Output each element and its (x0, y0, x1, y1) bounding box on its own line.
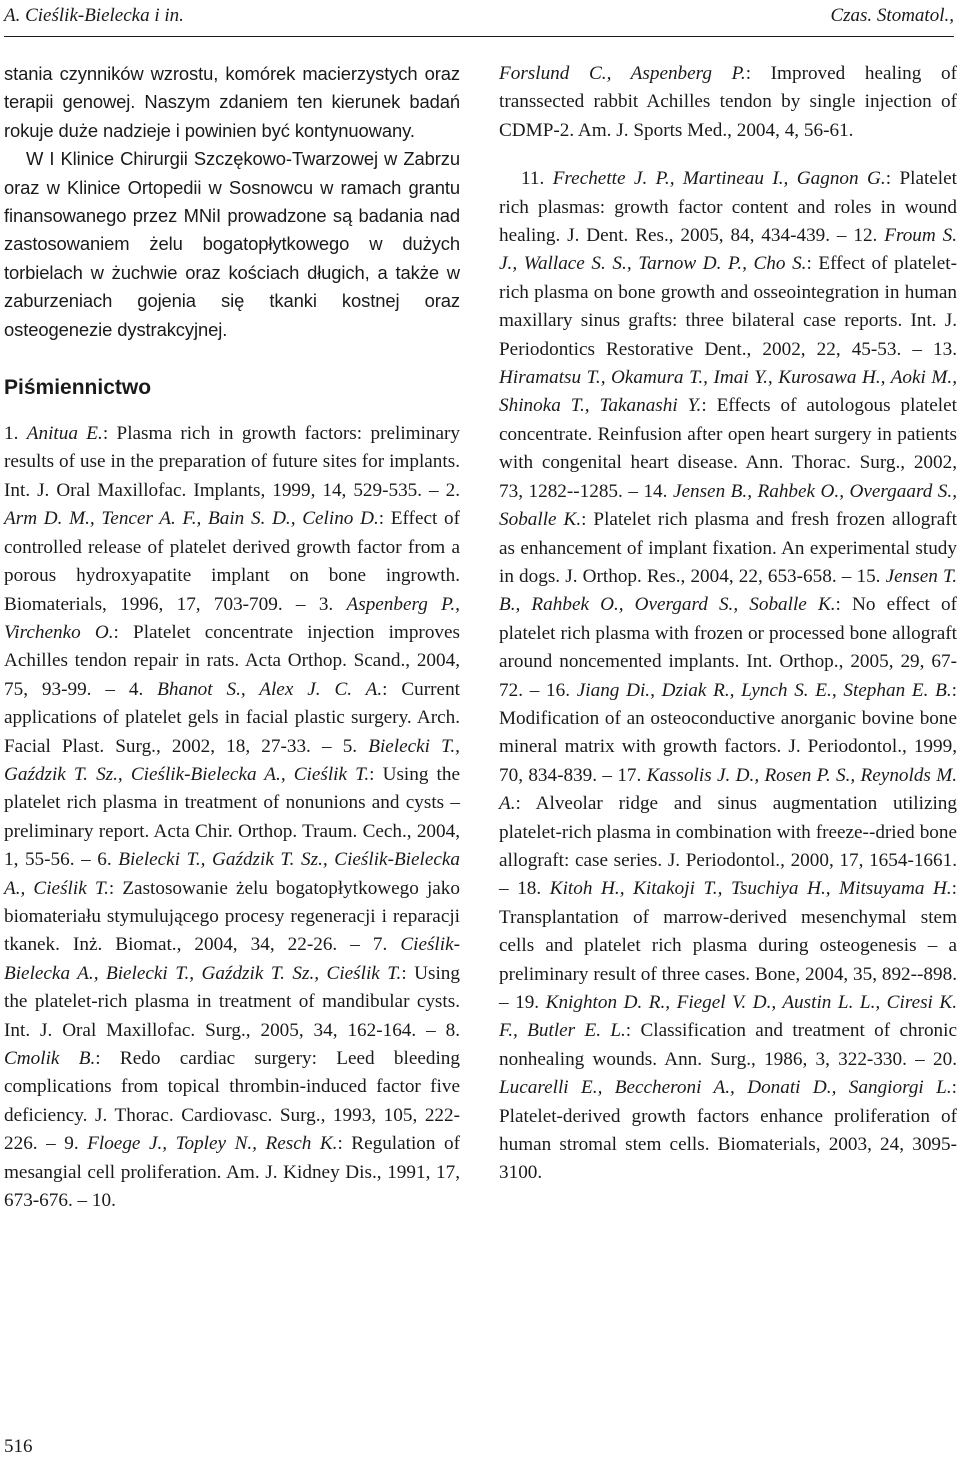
ref-17-authors: Kassolis J. D., Rosen P. S., Reynolds M. A. (499, 764, 958, 815)
left-column (4, 60, 460, 1215)
ref-18-authors: Kitoh H., Kitakoji T., Tsuchiya H., Mitsuyama H. (549, 878, 952, 900)
ref-13-authors: Hiramatsu T., Okamura T., Imai Y., Kurosawa H., Aoki M., Shinoka T., Takanashi Y. (499, 367, 957, 417)
ref-1-number: 1. (4, 423, 27, 445)
ref-2-authors: Arm D. M., Tencer A. F., Bain S. D., Celino D. (4, 508, 379, 530)
ref-2-text: : Effect of controlled release of platelet derived growth factor from a porous hydroxyapatite implant on bone ingrowth. Biomaterials, 1996, 17, 703-709. – 3. (4, 508, 460, 615)
ref-6-authors: Bielecki T., Gaździk T. Sz., Cieślik-Bielecka A., Cieślik T. (4, 849, 460, 899)
ref-20-authors: Lucarelli E., Beccheroni A., Donati D., Sangiorgi L. (499, 1077, 952, 1099)
ref-4-text: : Current applications of platelet gels in facial plastic surgery. Arch. Facial Plast. Surg., 2002, 18, 27-33. – 5. (4, 678, 460, 757)
ref-15-authors: Jensen T. B., Rahbek O., Overgard S., Soballe K. (499, 565, 958, 616)
ref-3-text: : Platelet concentrate injection improves Achilles tendon repair in rats. Acta Orthop. Scand., 2004, 75, 93-99. – 4. (4, 621, 460, 700)
references-right-part-1 (499, 60, 957, 145)
ref-9-authors: Floege J., Topley N., Resch K. (87, 1133, 338, 1155)
ref-11-authors: Frechette J. P., Martineau I., Gagnon G. (552, 168, 886, 190)
header-journal: Czas. Stomatol., (830, 5, 954, 26)
ref-11-text: : Platelet rich plasmas: growth factor content and roles in wound healing. J. Dent. Res., 2005, 84, 434-439. – 12. (499, 168, 957, 247)
ref-3-authors: Aspenberg P., Virchenko O. (4, 593, 460, 643)
references-right-part-2 (499, 165, 957, 1188)
ref-9-text: : Regulation of mesangial cell proliferation. Am. J. Kidney Dis., 1991, 17, 673-676. – 10. (4, 1133, 461, 1212)
ref-7-authors: Cieślik-Bielecka A., Bielecki T., Gaździk T. Sz., Cieślik T. (4, 934, 460, 984)
ref-1-authors: Anitua E. (26, 423, 103, 445)
ref-14-text: : Platelet rich plasma and fresh frozen allograft as enhancement of implant fixation. An experimental study in dogs. J. Orthop. Res., 2004, 22, 653-658. – 15. (499, 509, 957, 587)
running-header (4, 0, 954, 37)
ref-11-number: 11. (521, 168, 553, 190)
reference-gap (499, 145, 957, 165)
ref-1-text: : Plasma rich in growth factors: preliminary results of use in the preparation of future sites for implants. Int. J. Oral Maxillofac. Implants, 1999, 14, 529-535. – 2. (4, 423, 460, 501)
ref-5-authors: Bielecki T., Gaździk T. Sz., Cieślik-Bielecka A., Cieślik T. (4, 735, 460, 785)
right-column (499, 60, 957, 1188)
ref-19-text: : Classification and treatment of chronic nonhealing wounds. Ann. Surg., 1986, 3, 322-330. – 20. (499, 1020, 957, 1070)
ref-14-authors: Jensen B., Rahbek O., Overgaard S., Soballe K. (499, 480, 957, 531)
page-number: 516 (4, 1436, 33, 1457)
ref-19-authors: Knighton D. R., Fiegel V. D., Austin L. L., Ciresi K. F., Butler E. L. (499, 992, 958, 1042)
intro-paragraph: stania czynników wzrostu, komórek macierzystych oraz terapii genowej. Naszym zdaniem ten kierunek badań rokuje duże nadzieje i powinien być kontynuowany. (4, 63, 460, 141)
ref-18-text: : Transplantation of marrow-derived mesenchymal stem cells and platelet rich plasma during osteogenesis – a preliminary result of three cases. Bone, 2004, 35, 892--898. – 19. (499, 878, 958, 1013)
ref-13-text: : Effects of autologous platelet concentrate. Reinfusion after open heart surgery in patients with congenital heart disease. Ann. Thorac. Surg., 2002, 73, 1282--1285. – 14. (499, 395, 957, 502)
references-left (4, 420, 460, 1215)
ref-10-authors: Forslund C., Aspenberg P. (499, 63, 746, 84)
ref-4-authors: Bhanot S., Alex J. C. A. (157, 678, 383, 700)
ref-8-text: : Redo cardiac surgery: Leed bleeding complications from topical thrombin-induced factor five deficiency. J. Thorac. Cardiovasc. Surg., 1993, 105, 222-226. – 9. (4, 1048, 460, 1155)
ref-10-text: : Improved healing of transsected rabbit Achilles tendon by single injection of CDMP-2. Am. J. Sports Med., 2004, 4, 56-61. (499, 63, 957, 141)
ref-8-authors: Cmolik B. (4, 1048, 96, 1069)
header-authors: A. Cieślik-Bielecka i in. (4, 5, 184, 26)
ref-20-text: : Platelet-derived growth factors enhance proliferation of human stromal stem cells. Biomaterials, 2003, 24, 3095-3100. (499, 1077, 957, 1184)
ref-17-text: : Alveolar ridge and sinus augmentation utilizing platelet-rich plasma in combination with freeze--dried bone allograft: case series. J. Periodontol., 2000, 17, 1654-1661. – 18. (499, 793, 957, 900)
ref-5-text: : Using the platelet rich plasma in treatment of nonunions and cysts – preliminary report. Acta Chir. Orthop. Traum. Cech., 2004, 1, 55-56. – 6. (4, 763, 460, 871)
grant-paragraph: W I Klinice Chirurgii Szczękowo-Twarzowej w Zabrzu oraz w Klinice Ortopedii w Sosnowcu w ramach grantu finansowanego przez MNiI prowadzone są badania nad zastosowaniem żelu bogatopłytkowego w dużych torbielach w żuchwie oraz kościach długich, a także w zaburzeniach gojenia się tkanki kostnej oraz osteogenezie dystrakcyjnej. (4, 148, 460, 340)
ref-6-text: : Zastosowanie żelu bogatopłytkowego jako biomateriału stymulującego procesy regeneracji i reparacji tkanek. Inż. Biomat., 2004, 34, 22-26. – 7. (4, 877, 460, 956)
ref-16-authors: Jiang Di., Dziak R., Lynch S. E., Stephan E. B. (576, 679, 952, 701)
ref-15-text: : No effect of platelet rich plasma with frozen or processed bone allograft around noncemented implants. Int. Orthop., 2005, 29, 67-72. – 16. (499, 594, 957, 701)
ref-16-text: : Modification of an osteoconductive anorganic bovine bone mineral matrix with growth factors. J. Periodontol., 1999, 70, 834-839. – 17. (499, 679, 957, 786)
ref-12-text: : Effect of platelet-rich plasma on bone growth and osseointegration in human maxillary sinus grafts: three bilateral case reports. Int. J. Periodontics Restorative Dent., 2002, 22, 45-53. – 13. (499, 253, 957, 360)
ref-12-authors: Froum S. J., Wallace S. S., Tarnow D. P., Cho S. (499, 225, 957, 275)
references-heading: Piśmiennictwo (4, 376, 152, 400)
ref-7-text: : Using the platelet-rich plasma in treatment of mandibular cysts. Int. J. Oral Maxillofac. Surg., 2005, 34, 162-164. – 8. (4, 962, 460, 1041)
